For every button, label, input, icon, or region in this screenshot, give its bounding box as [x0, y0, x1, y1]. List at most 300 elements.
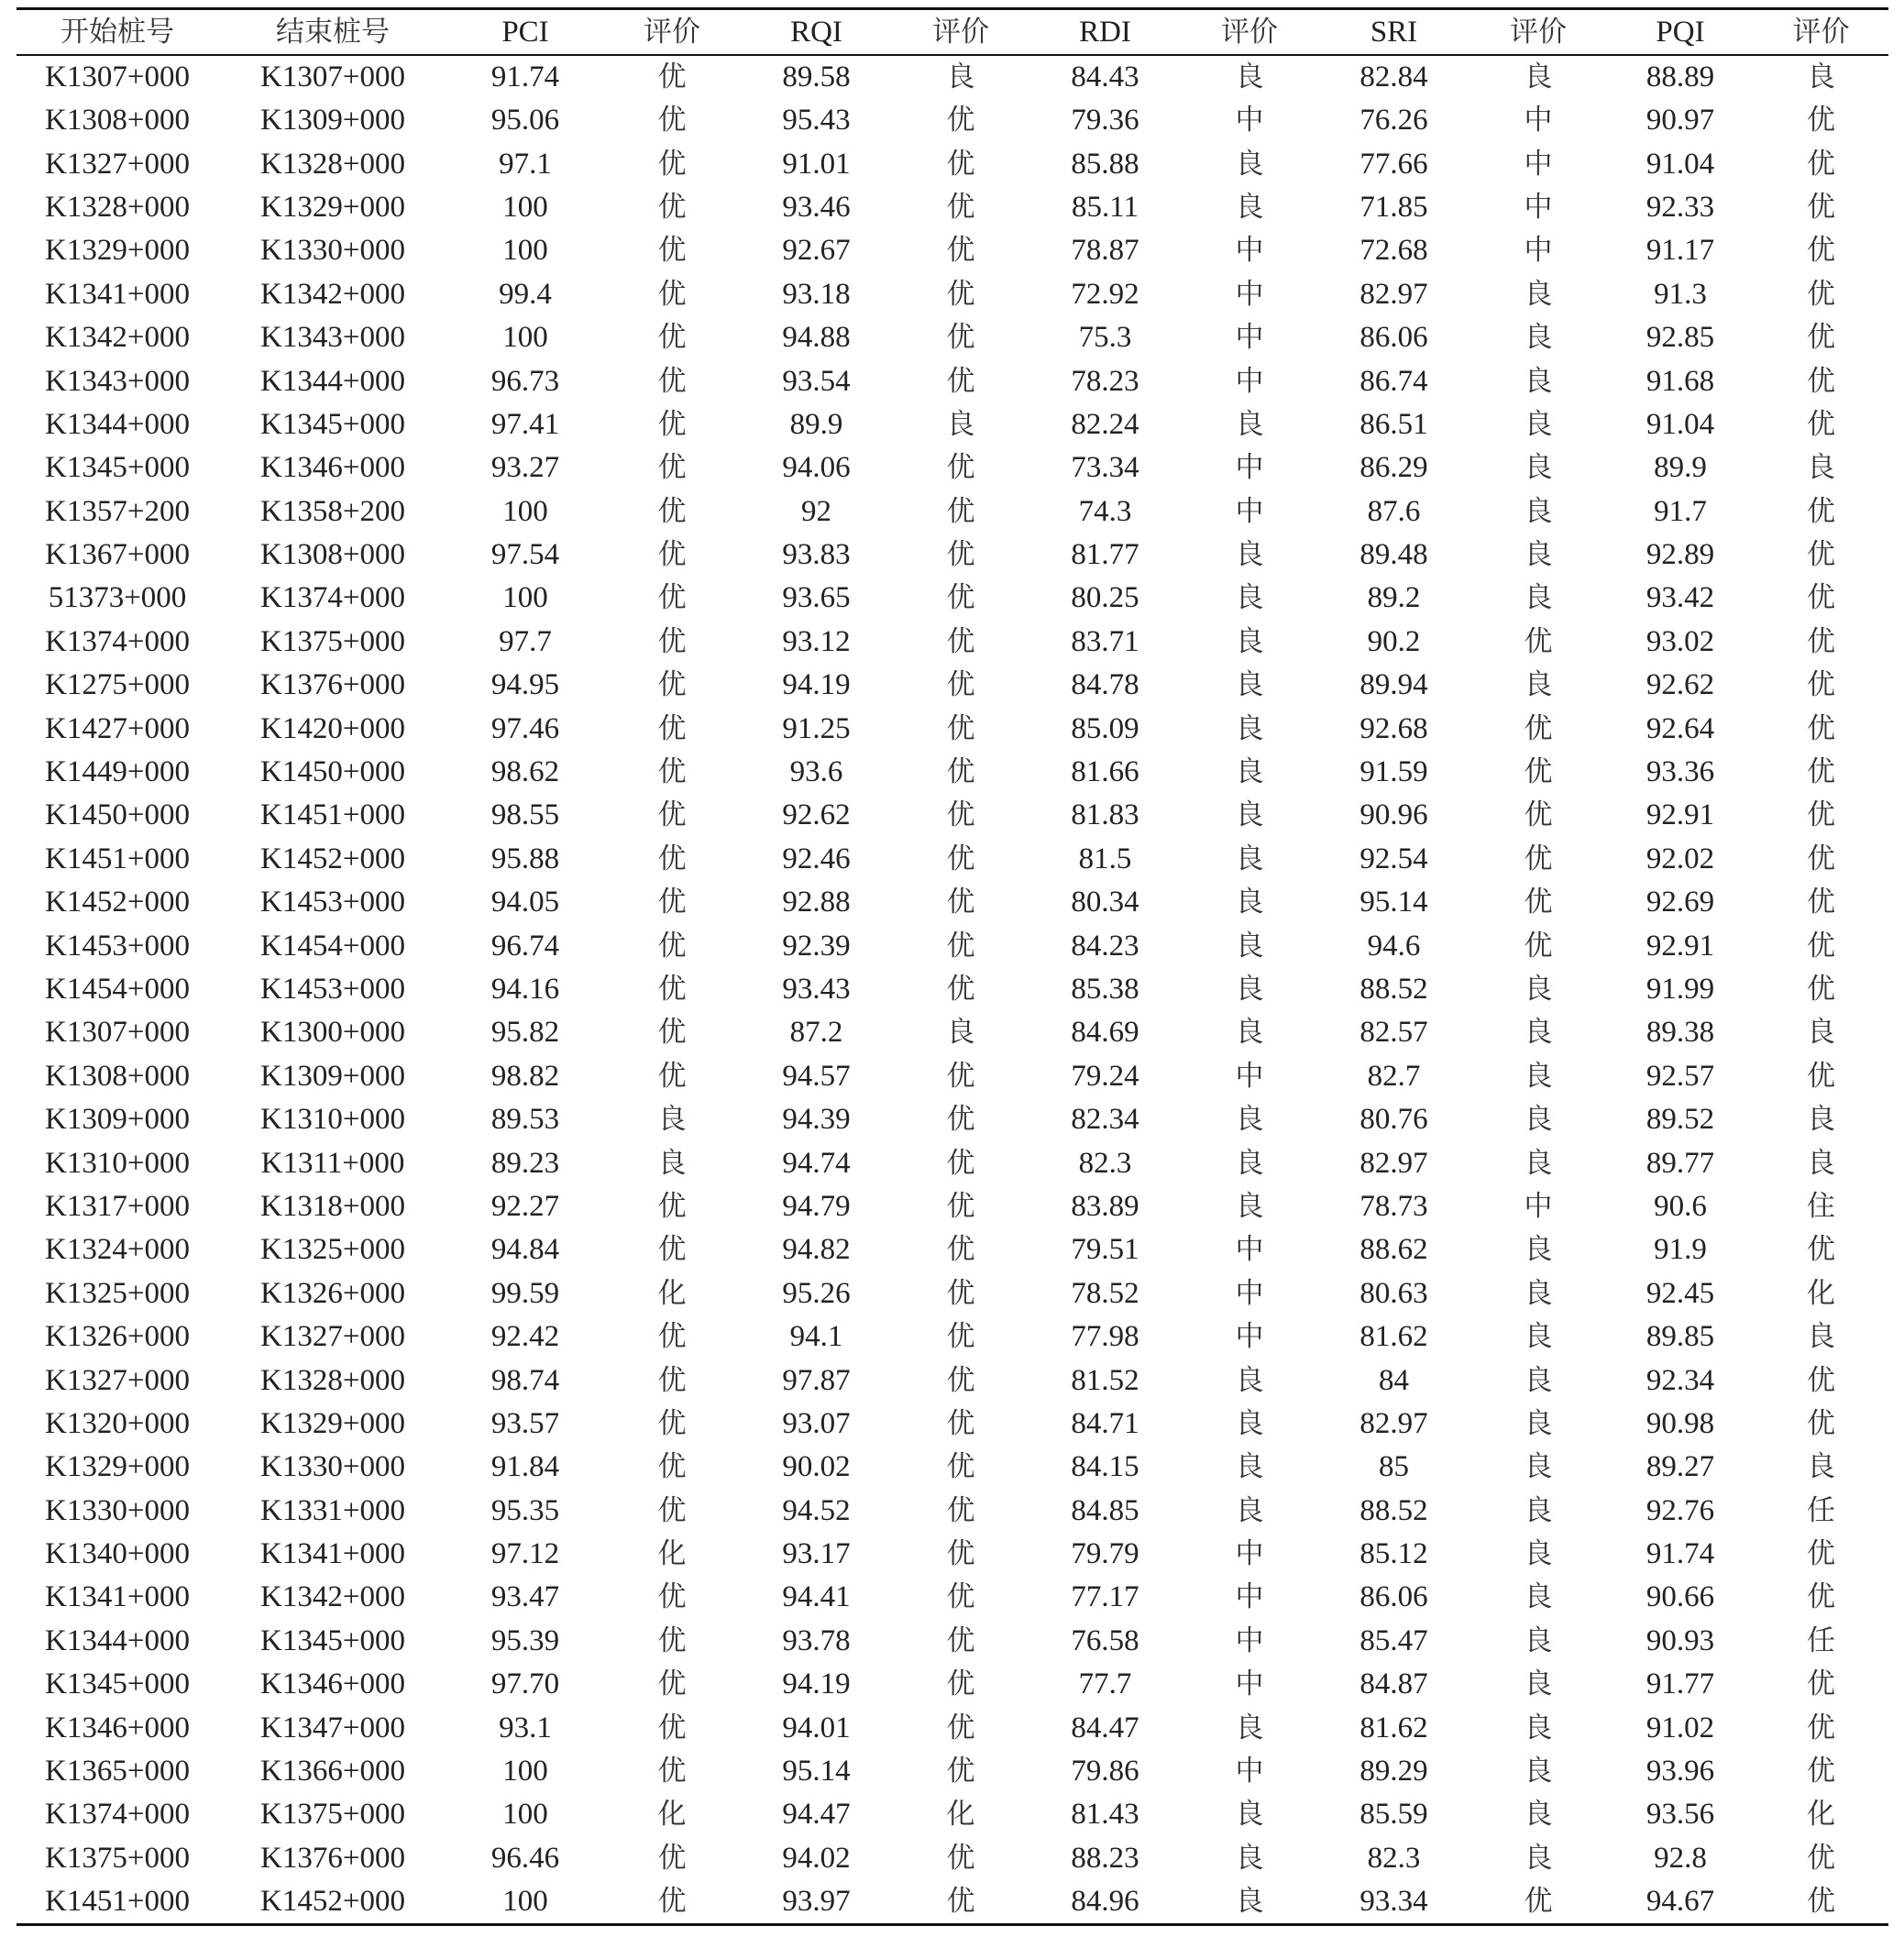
start-station-cell: K1329+000 [45, 1450, 190, 1484]
rqi-rating-cell: 优 [946, 1537, 975, 1571]
rqi-rating-cell: 优 [946, 277, 975, 311]
pci-cell: 97.41 [490, 407, 560, 441]
start-station-cell: K1451+000 [45, 1885, 190, 1919]
pqi-rating-cell: 优 [1807, 1406, 1835, 1440]
sri-rating-cell: 良 [1524, 1450, 1553, 1484]
pqi-cell: 90.98 [1645, 1406, 1715, 1440]
end-station-cell: K1375+000 [260, 1798, 405, 1832]
end-station-cell: K1328+000 [260, 1363, 405, 1397]
sri-cell: 86.29 [1359, 451, 1428, 485]
sri-rating-cell: 良 [1524, 668, 1553, 702]
table-row [17, 1098, 1888, 1141]
rdi-cell: 85.88 [1071, 147, 1139, 181]
table-row [17, 55, 1888, 99]
sri-cell: 82.97 [1359, 1146, 1428, 1180]
pci-cell: 92.42 [490, 1320, 560, 1354]
rqi-cell: 93.46 [782, 190, 851, 224]
sri-rating-cell: 良 [1524, 277, 1553, 311]
table-row [17, 446, 1888, 490]
rdi-cell: 75.3 [1078, 321, 1132, 355]
pci-rating-cell: 优 [657, 886, 687, 919]
rdi-rating-cell: 良 [1235, 1103, 1264, 1137]
rdi-cell: 74.3 [1078, 494, 1132, 528]
pci-cell: 95.35 [490, 1493, 560, 1527]
rdi-rating-cell: 中 [1235, 364, 1264, 398]
end-station-cell: K1451+000 [260, 798, 405, 832]
sri-rating-cell: 良 [1524, 538, 1553, 572]
pci-rating-cell: 优 [657, 1450, 687, 1484]
rqi-cell: 94.1 [789, 1320, 843, 1354]
start-station-cell: K1343+000 [45, 364, 190, 398]
pqi-rating-cell: 优 [1807, 886, 1835, 919]
pci-rating-cell: 优 [657, 538, 687, 572]
rqi-rating-cell: 优 [946, 1580, 975, 1614]
rdi-cell: 78.87 [1071, 234, 1139, 268]
pci-cell: 100 [502, 190, 548, 224]
start-station-cell: K1365+000 [45, 1755, 190, 1788]
rdi-cell: 85.09 [1071, 711, 1139, 745]
rqi-rating-cell: 优 [946, 668, 975, 702]
sri-rating-cell: 良 [1524, 1016, 1553, 1050]
start-station-cell: K1326+000 [45, 1320, 190, 1354]
end-station-cell: K1420+000 [260, 711, 405, 745]
end-station-cell: K1346+000 [260, 451, 405, 485]
pavement-evaluation-table [17, 7, 1888, 1926]
rdi-rating-cell: 良 [1235, 886, 1264, 919]
rdi-cell: 85.11 [1071, 190, 1139, 224]
start-station-cell: K1317+000 [45, 1189, 190, 1223]
pqi-rating-cell: 优 [1807, 1233, 1835, 1267]
end-station-cell: K1342+000 [260, 277, 405, 311]
pci-rating-cell: 优 [657, 61, 687, 94]
sri-cell: 82.7 [1367, 1059, 1421, 1093]
pqi-cell: 89.52 [1645, 1103, 1715, 1137]
sri-rating-cell: 良 [1524, 1363, 1553, 1397]
header-rqi-rating: 评价 [932, 16, 989, 49]
pci-rating-cell: 化 [657, 1276, 687, 1310]
end-station-cell: K1453+000 [260, 973, 405, 1006]
pqi-rating-cell: 良 [1807, 1103, 1835, 1137]
sri-cell: 71.85 [1359, 190, 1428, 224]
sri-cell: 86.06 [1359, 321, 1428, 355]
end-station-cell: K1454+000 [260, 929, 405, 963]
table-row [17, 751, 1888, 794]
pqi-cell: 92.62 [1645, 668, 1715, 702]
table-row [17, 1706, 1888, 1749]
pci-rating-cell: 优 [657, 1363, 687, 1397]
table-row [17, 316, 1888, 359]
start-station-cell: K1344+000 [45, 1623, 190, 1657]
rdi-rating-cell: 良 [1235, 407, 1264, 441]
pqi-cell: 89.27 [1645, 1450, 1715, 1484]
pci-cell: 92.27 [490, 1189, 560, 1223]
table-row [17, 838, 1888, 881]
pci-cell: 93.47 [490, 1580, 560, 1614]
pqi-rating-cell: 优 [1807, 538, 1835, 572]
rqi-cell: 92.88 [782, 886, 851, 919]
pci-cell: 93.1 [499, 1711, 552, 1744]
end-station-cell: K1376+000 [260, 1841, 405, 1875]
header-start-station: 开始桩号 [61, 16, 174, 49]
rqi-cell: 93.18 [782, 277, 851, 311]
rqi-rating-cell: 优 [946, 1103, 975, 1137]
rqi-cell: 95.14 [782, 1755, 851, 1788]
rqi-rating-cell: 优 [946, 929, 975, 963]
rdi-cell: 81.66 [1071, 755, 1139, 789]
pqi-cell: 92.64 [1645, 711, 1715, 745]
rqi-rating-cell: 优 [946, 1189, 975, 1223]
start-station-cell: 51373+000 [48, 581, 187, 615]
pci-rating-cell: 优 [657, 798, 687, 832]
pci-rating-cell: 优 [657, 1623, 687, 1657]
end-station-cell: K1330+000 [260, 234, 405, 268]
rqi-rating-cell: 优 [946, 538, 975, 572]
pci-rating-cell: 优 [657, 581, 687, 615]
end-station-cell: K1346+000 [260, 1667, 405, 1701]
header-rqi: RQI [790, 16, 842, 49]
pci-rating-cell: 优 [657, 277, 687, 311]
rdi-cell: 88.23 [1071, 1841, 1139, 1875]
pqi-rating-cell: 优 [1807, 1755, 1835, 1788]
pci-rating-cell: 优 [657, 1667, 687, 1701]
rqi-rating-cell: 优 [946, 798, 975, 832]
pci-rating-cell: 优 [657, 1885, 687, 1919]
rdi-rating-cell: 良 [1235, 1798, 1264, 1832]
rdi-rating-cell: 中 [1235, 104, 1264, 138]
rqi-rating-cell: 良 [946, 1016, 975, 1050]
pqi-rating-cell: 优 [1807, 1885, 1835, 1919]
pci-cell: 100 [502, 1755, 548, 1788]
table-row [17, 490, 1888, 534]
pqi-cell: 91.99 [1645, 973, 1715, 1006]
pci-cell: 94.16 [490, 973, 560, 1006]
sri-cell: 90.2 [1367, 624, 1421, 658]
sri-rating-cell: 良 [1524, 61, 1553, 94]
sri-rating-cell: 良 [1524, 1667, 1553, 1701]
pqi-rating-cell: 优 [1807, 755, 1835, 789]
rqi-cell: 94.06 [782, 451, 851, 485]
pci-cell: 97.46 [490, 711, 560, 745]
table-row [17, 1272, 1888, 1315]
table-row [17, 142, 1888, 185]
table-row [17, 881, 1888, 924]
rqi-cell: 94.41 [782, 1580, 851, 1614]
pci-cell: 97.54 [490, 538, 560, 572]
sri-rating-cell: 良 [1524, 1798, 1553, 1832]
pqi-cell: 92.76 [1645, 1493, 1715, 1527]
pqi-rating-cell: 优 [1807, 364, 1835, 398]
table-row [17, 707, 1888, 750]
rqi-rating-cell: 优 [946, 364, 975, 398]
pci-cell: 97.1 [499, 147, 552, 181]
table-row [17, 1011, 1888, 1054]
rdi-cell: 80.25 [1071, 581, 1139, 615]
pqi-cell: 91.17 [1645, 234, 1715, 268]
sri-cell: 85.47 [1359, 1623, 1428, 1657]
rdi-rating-cell: 良 [1235, 1450, 1264, 1484]
pci-cell: 100 [502, 321, 548, 355]
rqi-rating-cell: 化 [946, 1798, 975, 1832]
pqi-rating-cell: 良 [1807, 451, 1835, 485]
pavement-evaluation-table-container [17, 7, 1888, 1926]
rdi-cell: 84.47 [1071, 1711, 1139, 1744]
pqi-rating-cell: 优 [1807, 1363, 1835, 1397]
rdi-cell: 84.15 [1071, 1450, 1139, 1484]
table-row [17, 1403, 1888, 1446]
sri-rating-cell: 中 [1524, 190, 1553, 224]
sri-cell: 81.62 [1359, 1320, 1428, 1354]
pci-rating-cell: 优 [657, 1016, 687, 1050]
pci-rating-cell: 优 [657, 190, 687, 224]
rdi-rating-cell: 良 [1235, 1493, 1264, 1527]
rdi-rating-cell: 中 [1235, 277, 1264, 311]
start-station-cell: K1309+000 [45, 1103, 190, 1137]
rdi-cell: 79.51 [1071, 1233, 1139, 1267]
start-station-cell: K1357+200 [45, 494, 190, 528]
pci-rating-cell: 优 [657, 1755, 687, 1788]
rqi-rating-cell: 优 [946, 1623, 975, 1657]
sri-cell: 89.2 [1367, 581, 1421, 615]
sri-cell: 95.14 [1359, 886, 1428, 919]
sri-rating-cell: 良 [1524, 1841, 1553, 1875]
rdi-rating-cell: 良 [1235, 711, 1264, 745]
pci-cell: 91.84 [490, 1450, 560, 1484]
sri-rating-cell: 良 [1524, 1711, 1553, 1744]
rqi-cell: 92 [801, 494, 831, 528]
pqi-cell: 91.02 [1645, 1711, 1715, 1744]
header-pci: PCI [501, 16, 549, 49]
start-station-cell: K1374+000 [45, 624, 190, 658]
sri-cell: 78.73 [1359, 1189, 1428, 1223]
pqi-rating-cell: 优 [1807, 1580, 1835, 1614]
pci-cell: 98.82 [490, 1059, 560, 1093]
pci-rating-cell: 优 [657, 451, 687, 485]
rqi-cell: 93.83 [782, 538, 851, 572]
pqi-cell: 93.02 [1645, 624, 1715, 658]
start-station-cell: K1307+000 [45, 1016, 190, 1050]
pci-cell: 96.74 [490, 929, 560, 963]
rdi-rating-cell: 良 [1235, 842, 1264, 875]
pqi-cell: 91.7 [1654, 494, 1707, 528]
pci-rating-cell: 优 [657, 929, 687, 963]
pci-rating-cell: 优 [657, 1711, 687, 1744]
rdi-rating-cell: 良 [1235, 190, 1264, 224]
rdi-cell: 84.85 [1071, 1493, 1139, 1527]
table-row [17, 1880, 1888, 1925]
start-station-cell: K1452+000 [45, 886, 190, 919]
rqi-rating-cell: 优 [946, 1146, 975, 1180]
pci-cell: 95.88 [490, 842, 560, 875]
pci-rating-cell: 优 [657, 1580, 687, 1614]
sri-rating-cell: 良 [1524, 1755, 1553, 1788]
sri-cell: 81.62 [1359, 1711, 1428, 1744]
pqi-cell: 94.67 [1645, 1885, 1715, 1919]
rdi-rating-cell: 中 [1235, 1233, 1264, 1267]
rqi-rating-cell: 良 [946, 407, 975, 441]
pci-rating-cell: 优 [657, 147, 687, 181]
pci-rating-cell: 优 [657, 1320, 687, 1354]
rqi-rating-cell: 优 [946, 1667, 975, 1701]
rdi-rating-cell: 中 [1235, 1276, 1264, 1310]
pqi-cell: 91.68 [1645, 364, 1715, 398]
table-row [17, 1663, 1888, 1706]
rqi-rating-cell: 优 [946, 1711, 975, 1744]
pci-rating-cell: 优 [657, 1059, 687, 1093]
rdi-rating-cell: 中 [1235, 1537, 1264, 1571]
table-row [17, 1837, 1888, 1880]
rqi-cell: 94.74 [782, 1146, 851, 1180]
pci-cell: 97.12 [490, 1537, 560, 1571]
pqi-cell: 89.85 [1645, 1320, 1715, 1354]
pqi-cell: 91.74 [1645, 1537, 1715, 1571]
end-station-cell: K1329+000 [260, 1406, 405, 1440]
sri-rating-cell: 良 [1524, 1623, 1553, 1657]
rdi-cell: 76.58 [1071, 1623, 1139, 1657]
rqi-rating-cell: 优 [946, 451, 975, 485]
pci-rating-cell: 优 [657, 407, 687, 441]
sri-rating-cell: 中 [1524, 234, 1553, 268]
rdi-rating-cell: 良 [1235, 61, 1264, 94]
rqi-rating-cell: 优 [946, 1363, 975, 1397]
sri-cell: 82.97 [1359, 1406, 1428, 1440]
rqi-rating-cell: 优 [946, 1406, 975, 1440]
sri-rating-cell: 中 [1524, 1189, 1553, 1223]
rqi-cell: 93.07 [782, 1406, 851, 1440]
rqi-cell: 92.39 [782, 929, 851, 963]
sri-rating-cell: 良 [1524, 451, 1553, 485]
sri-cell: 88.52 [1359, 1493, 1428, 1527]
rqi-rating-cell: 优 [946, 1885, 975, 1919]
rdi-rating-cell: 良 [1235, 147, 1264, 181]
sri-rating-cell: 良 [1524, 364, 1553, 398]
sri-rating-cell: 优 [1524, 929, 1553, 963]
rdi-rating-cell: 良 [1235, 798, 1264, 832]
sri-rating-cell: 中 [1524, 104, 1553, 138]
pci-rating-cell: 良 [657, 1103, 687, 1137]
sri-cell: 86.74 [1359, 364, 1428, 398]
sri-rating-cell: 中 [1524, 147, 1553, 181]
start-station-cell: K1451+000 [45, 842, 190, 875]
pqi-rating-cell: 优 [1807, 147, 1835, 181]
pci-cell: 94.05 [490, 886, 560, 919]
rdi-cell: 82.24 [1071, 407, 1139, 441]
pci-rating-cell: 优 [657, 1841, 687, 1875]
end-station-cell: K1327+000 [260, 1320, 405, 1354]
pci-rating-cell: 优 [657, 1233, 687, 1267]
rqi-cell: 95.43 [782, 104, 851, 138]
rqi-cell: 89.58 [782, 61, 851, 94]
header-pqi-rating: 评价 [1792, 16, 1850, 49]
pqi-rating-cell: 住 [1807, 1189, 1835, 1223]
rqi-rating-cell: 优 [946, 1276, 975, 1310]
pqi-cell: 93.36 [1645, 755, 1715, 789]
rqi-rating-cell: 优 [946, 581, 975, 615]
sri-rating-cell: 良 [1524, 1059, 1553, 1093]
table-row [17, 534, 1888, 577]
rqi-cell: 93.78 [782, 1623, 851, 1657]
start-station-cell: K1453+000 [45, 929, 190, 963]
rqi-cell: 94.39 [782, 1103, 851, 1137]
table-row [17, 1576, 1888, 1619]
rdi-rating-cell: 良 [1235, 668, 1264, 702]
header-sri: SRI [1370, 16, 1418, 49]
table-row [17, 273, 1888, 316]
start-station-cell: K1310+000 [45, 1146, 190, 1180]
rdi-rating-cell: 良 [1235, 755, 1264, 789]
pci-cell: 89.53 [490, 1103, 560, 1137]
pci-cell: 98.62 [490, 755, 560, 789]
end-station-cell: K1309+000 [260, 1059, 405, 1093]
pqi-rating-cell: 优 [1807, 321, 1835, 355]
start-station-cell: K1346+000 [45, 1711, 190, 1744]
start-station-cell: K1325+000 [45, 1276, 190, 1310]
rqi-cell: 94.47 [782, 1798, 851, 1832]
pqi-rating-cell: 优 [1807, 973, 1835, 1006]
rdi-rating-cell: 中 [1235, 1667, 1264, 1701]
pci-cell: 100 [502, 581, 548, 615]
sri-rating-cell: 良 [1524, 1537, 1553, 1571]
header-rdi-rating: 评价 [1221, 16, 1278, 49]
end-station-cell: K1311+000 [260, 1146, 405, 1180]
rdi-rating-cell: 中 [1235, 1755, 1264, 1788]
sri-cell: 86.51 [1359, 407, 1428, 441]
pqi-rating-cell: 良 [1807, 61, 1835, 94]
start-station-cell: K1328+000 [45, 190, 190, 224]
pci-rating-cell: 优 [657, 973, 687, 1006]
start-station-cell: K1367+000 [45, 538, 190, 572]
rqi-cell: 93.97 [782, 1885, 851, 1919]
sri-rating-cell: 优 [1524, 886, 1553, 919]
pqi-rating-cell: 优 [1807, 1667, 1835, 1701]
pqi-rating-cell: 优 [1807, 581, 1835, 615]
header-pci-rating: 评价 [644, 16, 700, 49]
pci-rating-cell: 优 [657, 1406, 687, 1440]
end-station-cell: K1300+000 [260, 1016, 405, 1050]
pci-cell: 98.55 [490, 798, 560, 832]
rqi-cell: 94.02 [782, 1841, 851, 1875]
rqi-rating-cell: 优 [946, 1320, 975, 1354]
header-pqi: PQI [1656, 16, 1705, 49]
sri-rating-cell: 良 [1524, 1580, 1553, 1614]
table-row [17, 229, 1888, 272]
pqi-rating-cell: 优 [1807, 1841, 1835, 1875]
pqi-cell: 91.3 [1654, 277, 1707, 311]
rdi-rating-cell: 良 [1235, 538, 1264, 572]
pci-cell: 100 [502, 1798, 548, 1832]
start-station-cell: K1375+000 [45, 1841, 190, 1875]
pci-cell: 95.39 [490, 1623, 560, 1657]
rqi-cell: 93.65 [782, 581, 851, 615]
pqi-cell: 90.6 [1654, 1189, 1707, 1223]
start-station-cell: K1342+000 [45, 321, 190, 355]
end-station-cell: K1366+000 [260, 1755, 405, 1788]
pci-rating-cell: 良 [657, 1146, 687, 1180]
rdi-cell: 84.69 [1071, 1016, 1139, 1050]
rdi-rating-cell: 良 [1235, 1146, 1264, 1180]
pqi-rating-cell: 优 [1807, 842, 1835, 875]
rdi-cell: 73.34 [1071, 451, 1139, 485]
sri-cell: 85.12 [1359, 1537, 1428, 1571]
rdi-cell: 79.24 [1071, 1059, 1139, 1093]
pqi-cell: 93.42 [1645, 581, 1715, 615]
pci-rating-cell: 优 [657, 494, 687, 528]
rdi-rating-cell: 中 [1235, 494, 1264, 528]
pci-cell: 96.46 [490, 1841, 560, 1875]
rqi-rating-cell: 优 [946, 1233, 975, 1267]
table-row [17, 664, 1888, 707]
rdi-cell: 81.83 [1071, 798, 1139, 832]
rdi-rating-cell: 良 [1235, 1885, 1264, 1919]
